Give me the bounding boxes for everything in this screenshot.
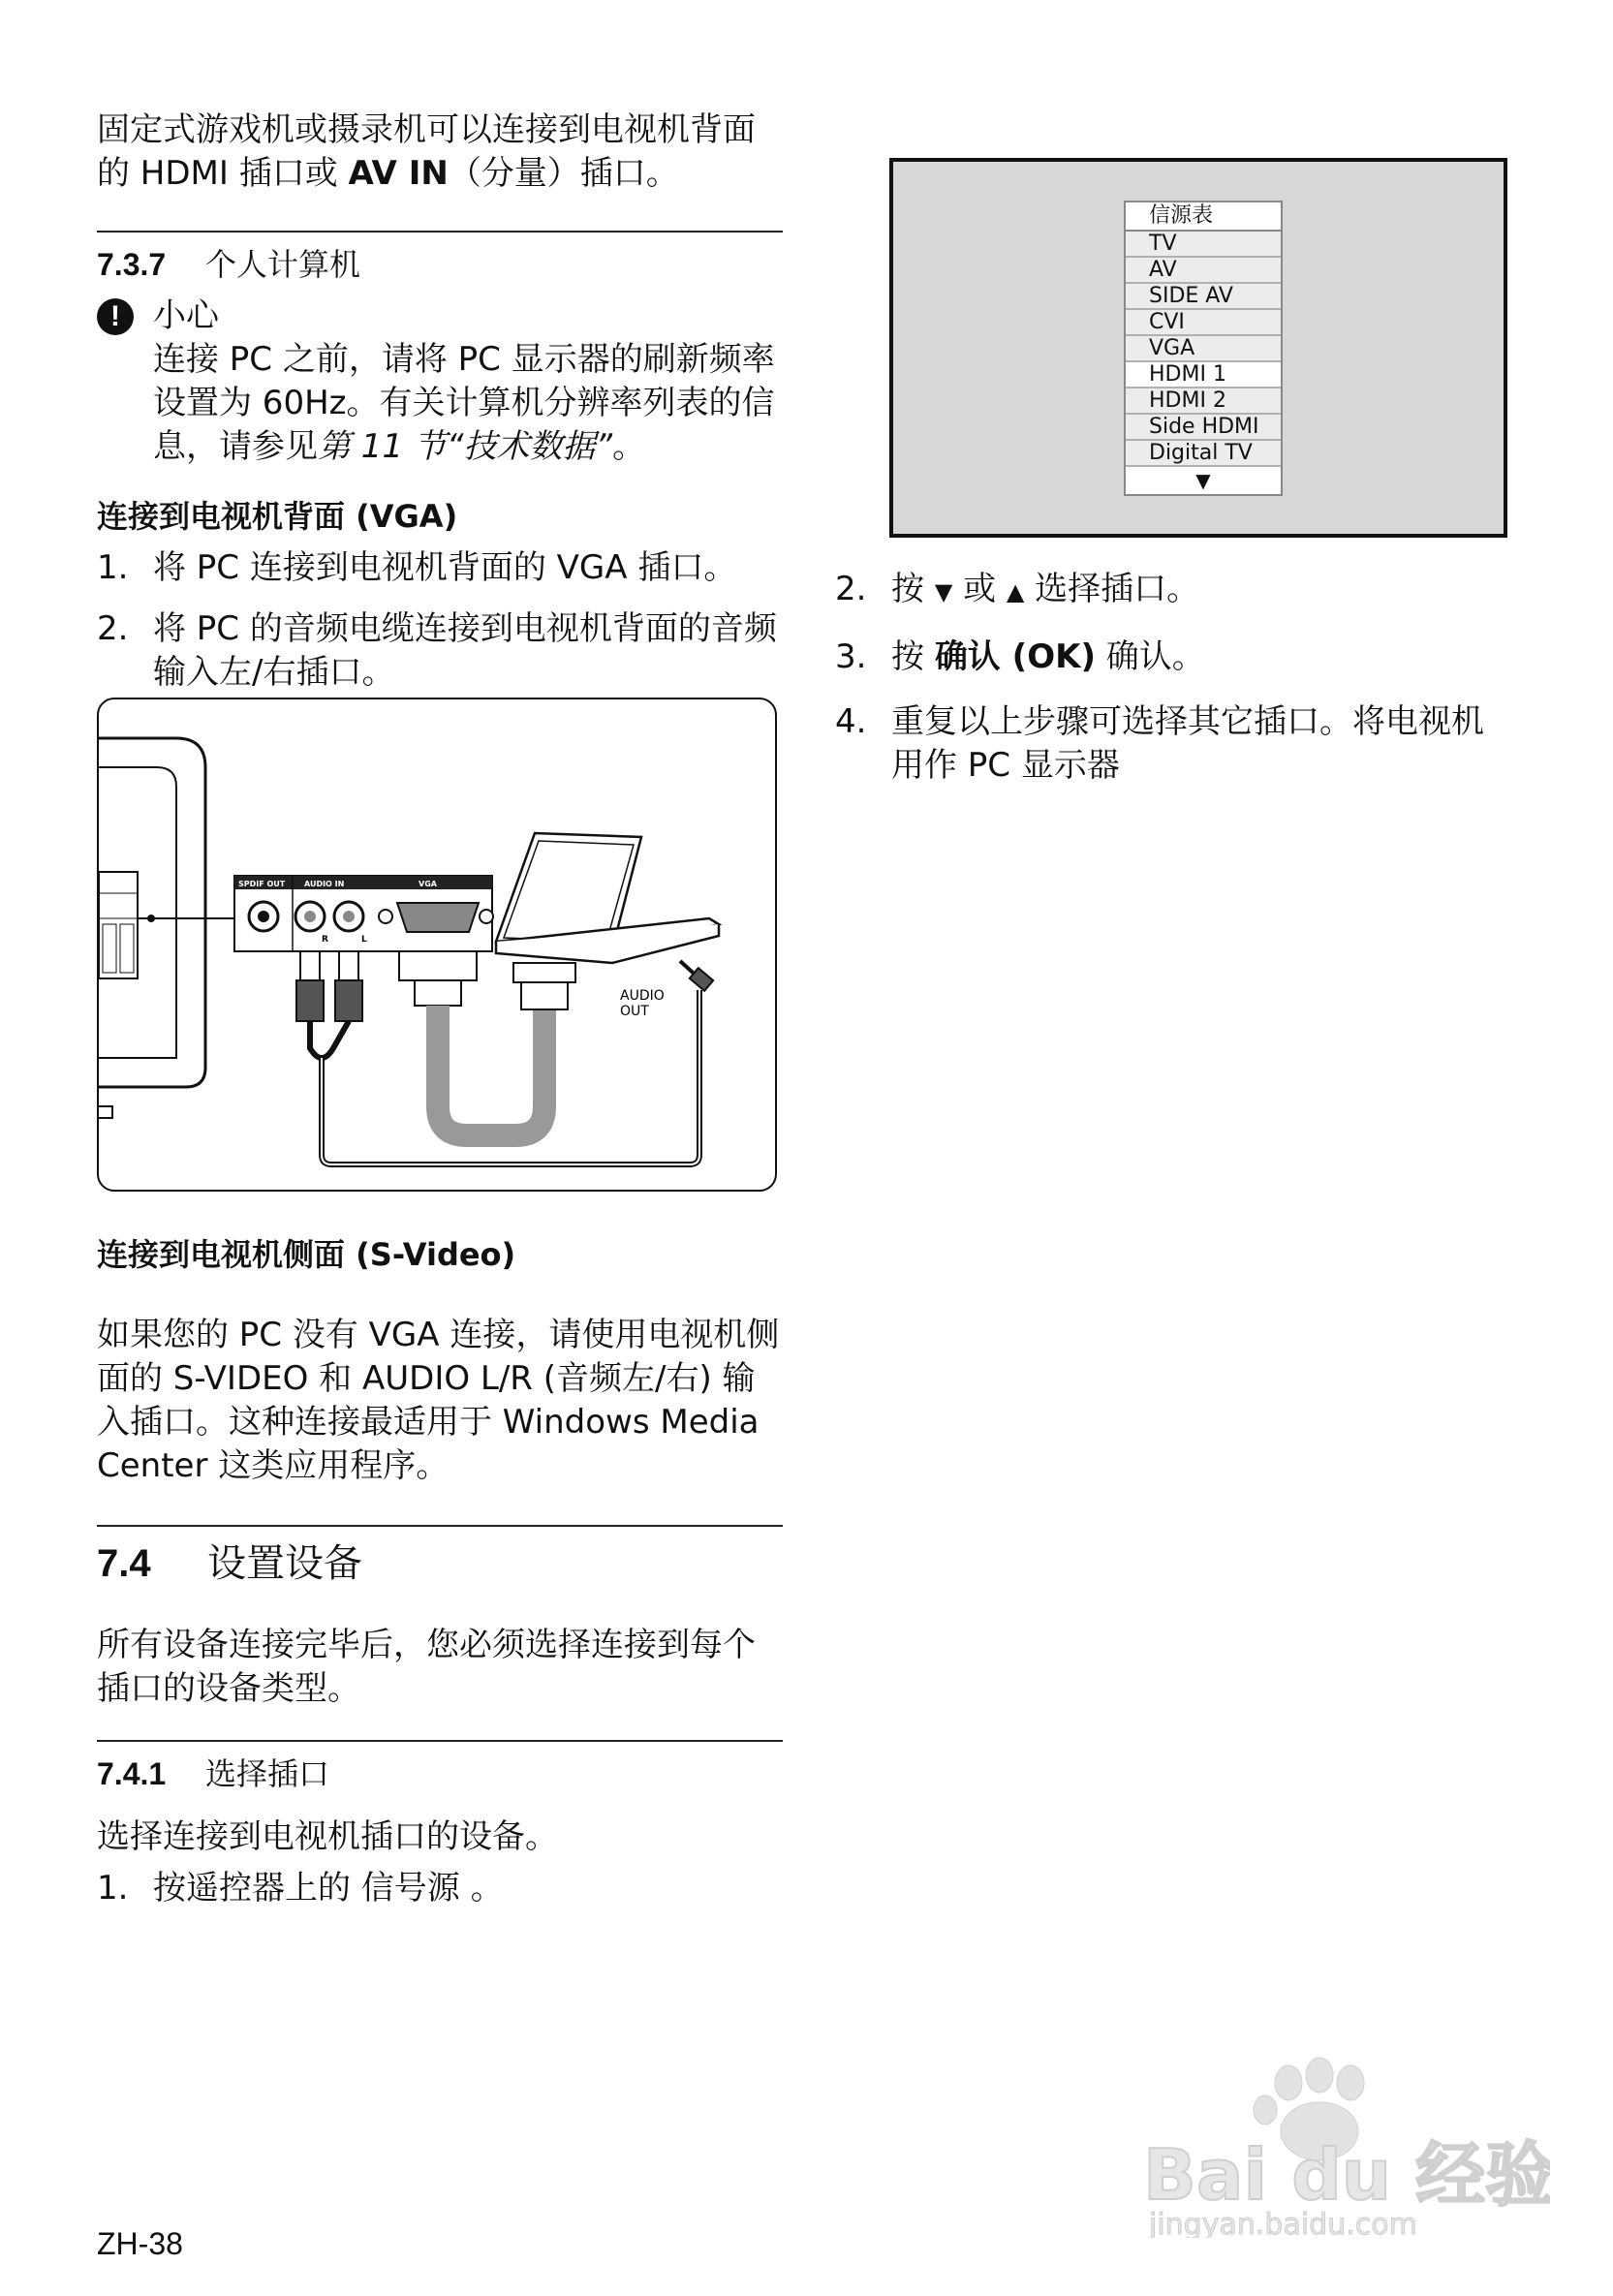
section-7-3-7-heading: 7.3.7 个人计算机	[97, 246, 361, 283]
caution-label: 小心	[153, 296, 219, 335]
baidu-watermark	[1143, 2054, 1550, 2238]
svideo-heading: 连接到电视机侧面 (S-Video)	[97, 1236, 516, 1273]
menu-item-side-hdmi[interactable]: Side HDMI	[1126, 415, 1281, 441]
select-step-3: 3. 按 确认 (OK) 确认。	[835, 637, 1205, 676]
section-7-4-1-text: 选择连接到电视机插口的设备。	[97, 1817, 558, 1856]
section-divider	[97, 1525, 783, 1527]
select-steps	[97, 1867, 783, 1910]
caution-text: 连接 PC 之前，请将 PC 显示器的刷新频率设置为 60Hz。有关计算机分辨率列表的信息，请参见第 11 节“技术数据”。	[153, 340, 775, 466]
ok-key: 确认 (OK)	[934, 637, 1096, 676]
menu-item-cvi[interactable]: CVI	[1126, 310, 1281, 336]
vga-connection-diagram	[97, 698, 777, 1192]
menu-item-hdmi-2[interactable]: HDMI 2	[1126, 388, 1281, 415]
section-divider	[97, 1740, 783, 1742]
audio-out-label-line1: AUDIO	[620, 988, 665, 1004]
menu-item-vga[interactable]: VGA	[1126, 336, 1281, 362]
source-list-title: 信源表	[1126, 202, 1281, 232]
menu-item-hdmi-1[interactable]: HDMI 1	[1126, 362, 1281, 388]
scroll-down-arrow-icon[interactable]: ▼	[1126, 467, 1281, 494]
select-steps-continued	[835, 568, 1513, 788]
caution-box	[97, 295, 783, 469]
left-column-lower	[97, 1232, 783, 1910]
select-step-4: 4. 重复以上步骤可选择其它插口。将电视机用作 PC 显示器	[835, 702, 1484, 785]
page-number: ZH-38	[97, 2226, 183, 2261]
technical-data-reference[interactable]: 第 11 节“技术数据”	[318, 427, 613, 466]
tv-screen-source-menu	[889, 158, 1507, 538]
source-list-menu	[1124, 201, 1283, 496]
baidu-paw-logo-icon	[1143, 2054, 1550, 2238]
menu-item-tv[interactable]: TV	[1126, 232, 1281, 258]
vga-step-2: 2. 将 PC 的音频电缆连接到电视机背面的音频输入左/右插口。	[97, 609, 777, 692]
source-key: 信号源	[360, 1869, 460, 1908]
menu-item-av[interactable]: AV	[1126, 258, 1281, 284]
audio-in-label: AUDIO IN	[304, 880, 345, 888]
spdif-out-label: SPDIF OUT	[238, 880, 286, 888]
right-channel-label: R	[322, 935, 328, 945]
up-arrow-icon: ▲	[1006, 578, 1025, 605]
vga-heading: 连接到电视机背面 (VGA)	[97, 498, 458, 535]
select-step-2: 2. 按 ▼ 或 ▲ 选择插口。	[835, 570, 1200, 608]
section-divider	[97, 231, 783, 233]
select-step-1: 1. 按遥控器上的 信号源 。	[97, 1869, 504, 1908]
caution-icon: !	[97, 298, 134, 335]
menu-item-side-av[interactable]: SIDE AV	[1126, 284, 1281, 310]
connection-illustration	[99, 699, 777, 1192]
watermark-url: jingyan.baidu.com	[1149, 2208, 1417, 2238]
left-column	[97, 109, 783, 695]
intro-paragraph: 固定式游戏机或摄录机可以连接到电视机背面的 HDMI 插口或 AV IN（分量）插口。	[97, 110, 756, 193]
vga-port-label: VGA	[419, 880, 437, 888]
svideo-text: 如果您的 PC 没有 VGA 连接，请使用电视机侧面的 S-VIDEO 和 AUDIO L/R (音频左/右) 输入插口。这种连接最适用于 Windows Media Center 这类应用程序。	[97, 1316, 780, 1485]
watermark-brand: Bai du 经验	[1143, 2134, 1550, 2216]
right-column	[835, 568, 1513, 788]
audio-out-label-line2: OUT	[620, 1004, 649, 1019]
menu-item-digital-tv[interactable]: Digital TV	[1126, 441, 1281, 467]
section-7-4-1-heading: 7.4.1 选择插口	[97, 1755, 330, 1792]
section-7-4-text: 所有设备连接完毕后，您必须选择连接到每个插口的设备类型。	[97, 1626, 756, 1708]
left-channel-label: L	[361, 935, 367, 945]
section-7-4-heading: 7.4 设置设备	[97, 1541, 362, 1586]
vga-step-1: 1. 将 PC 连接到电视机背面的 VGA 插口。	[97, 548, 737, 587]
vga-steps	[97, 546, 783, 695]
down-arrow-icon: ▼	[934, 578, 953, 605]
